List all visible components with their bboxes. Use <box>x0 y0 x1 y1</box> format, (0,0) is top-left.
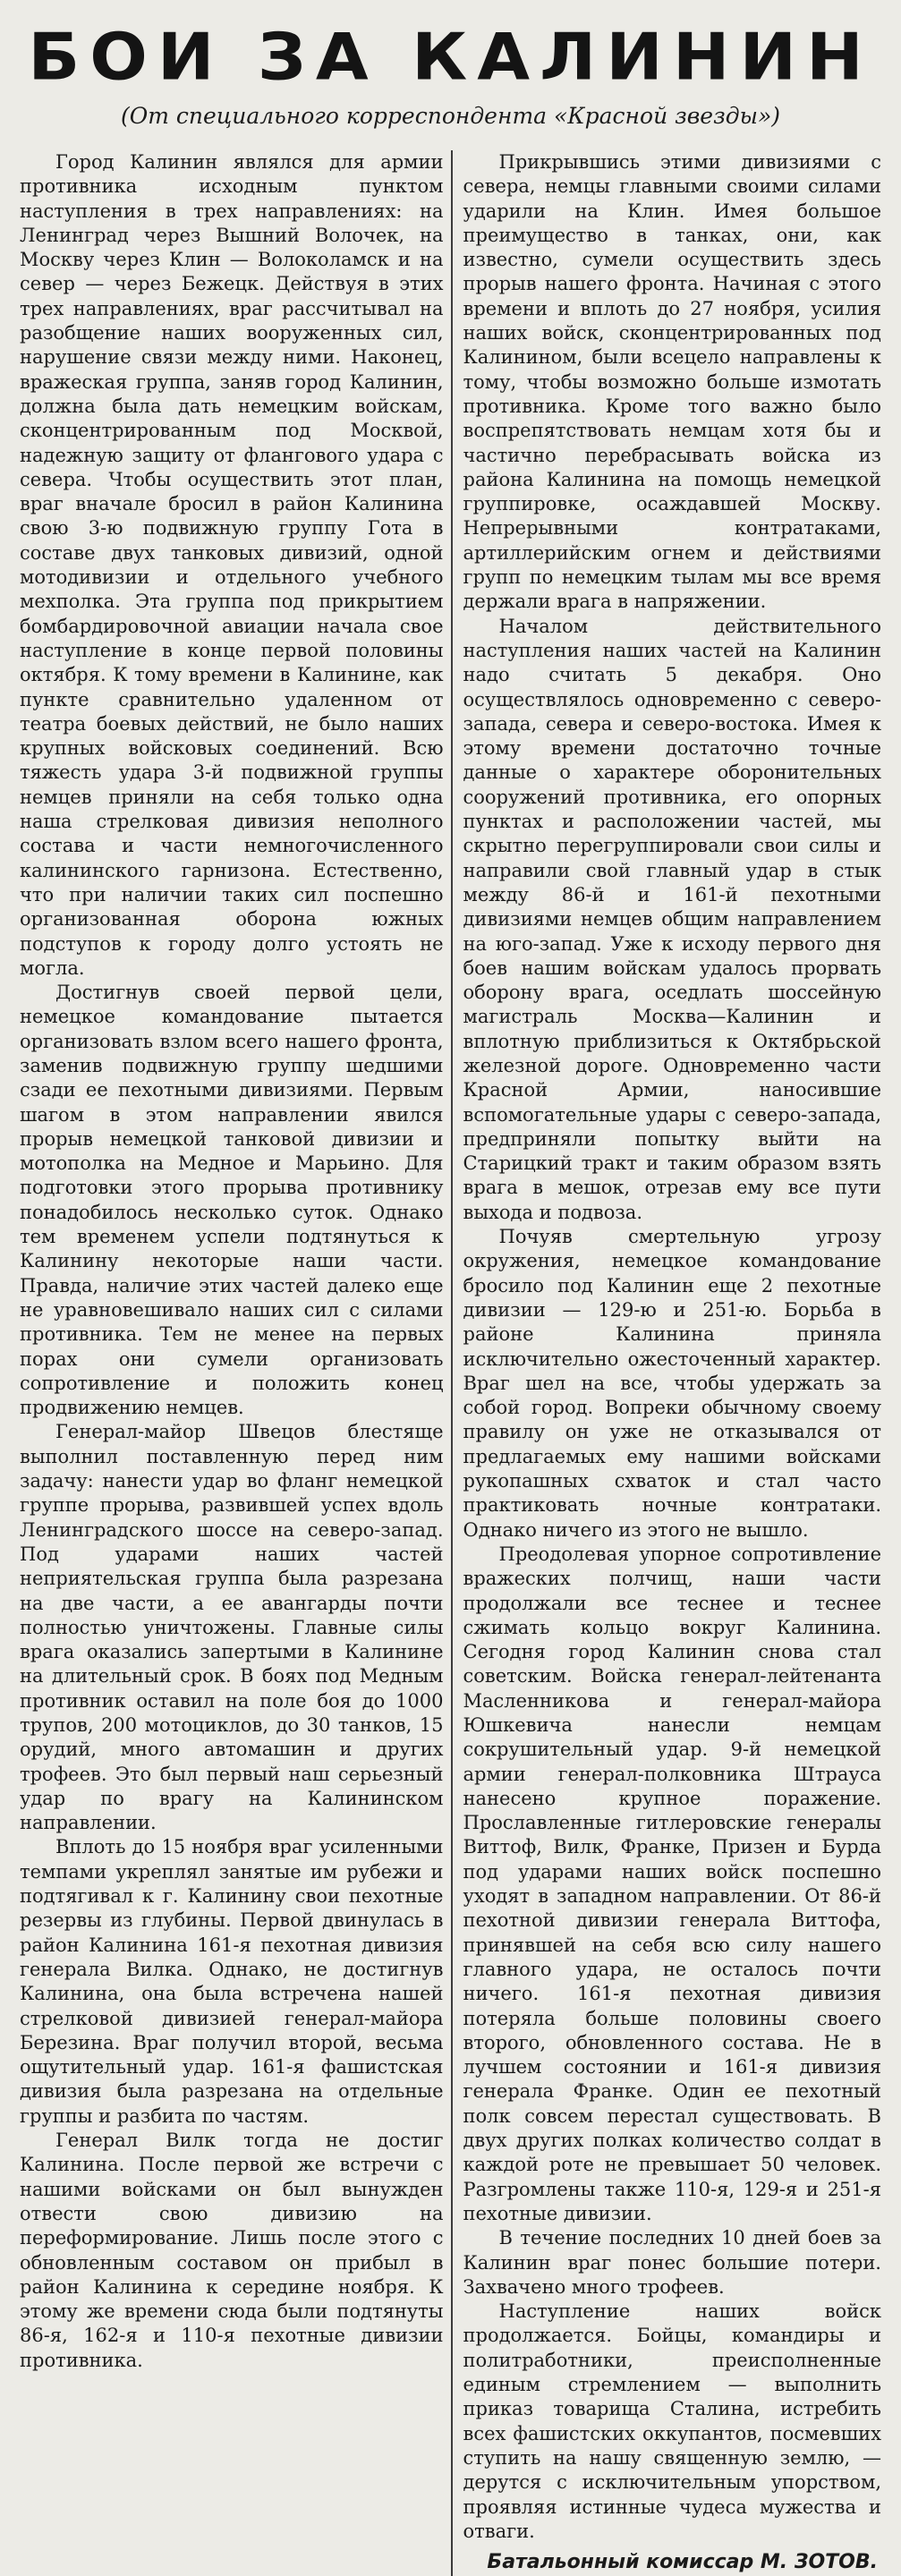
paragraph: Преодолевая упорное сопротивление вражеских полчищ, наши части продолжали все теснее и теснее сжимать кольцо вокруг Калинина. Сегодня город Калинин снова стал советским. Войска генерал-лейтенанта Масленникова и генерал-майора Юшкевича нанесли немцам сокрушительный удар. 9-й немецкой армии генерал-полковника Штрауса нанесено крупное поражение. Прославленные гитлеровские генералы Виттоф, Вилк, Франке, Призен и Бурда под ударами наших войск поспешно уходят в западном направлении. От 86-й пехотной дивизии генерала Виттофа, принявшей на себя всю силу нашего главного удара, не осталось почти ничего. 161-я пехотная дивизия потеряла больше половины своего второго, обновленного состава. Не в лучшем состоянии и 161-я дивизия генерала Франке. Один ее пехотный полк совсем перестал существовать. В двух других полках количество солдат в каждой роте не превышает 50 человек. Разгромлены также 110-я, 129-я и 251-я пехотные дивизии. <box>463 1543 881 2224</box>
right-column <box>451 150 882 2576</box>
author-signature: Батальонный комиссар М. ЗОТОВ. <box>487 2551 878 2574</box>
paragraph: Генерал Вилк тогда не достиг Калинина. После первой же встречи с нашими войсками он был вынужден отвести свою дивизию на переформирование. Лишь после этого с обновленным составом он прибыл в район Калинина к середине ноября. К этому же времени сюда были подтянуты 86-я, 162-я и 110-я пехотные дивизии противника. <box>20 2130 444 2371</box>
paragraph: Почуяв смертельную угрозу окружения, немецкое командование бросило под Калинин еще 2 пехотные дивизии — 129-ю и 251-ю. Борьба в районе Калинина приняла исключительно ожесточенный характер. Враг шел на все, чтобы удержать за собой город. Вопреки обычному своему правилу он уже не отказывался от предлагаемых ему нашими войсками рукопашных схваток и стал часто практиковать ночные контратаки. Однако ничего из этого не вышло. <box>463 1226 881 1541</box>
paragraph: Генерал-майор Швецов блестяще выполнил поставленную перед ним задачу: нанести удар во фланг немецкой группе прорыва, развившей успех вдоль Ленинградского шоссе на северо-запад. Под ударами наших частей неприятельская группа была разрезана на две части, а ее авангарды почти полностью уничтожены. Главные силы врага оказались запертыми в Калинине на длительный срок. В боях под Медным противник оставил на поле боя до 1000 трупов, 200 мотоциклов, до 30 танков, 15 орудий, много автомашин и других трофеев. Это был первый наш серьезный удар по врагу на Калининском направлении. <box>20 1421 444 1834</box>
paragraph: Город Калинин являлся для армии противника исходным пунктом наступления в трех направлениях: на Ленинград через Вышний Волочек, на Москву через Клин — Волоколамск и на север — через Бежецк. Действуя в этих трех направлениях, враг рассчитывал на разобщение наших вооруженных сил, нарушение связи между ними. Наконец, вражеская группа, заняв город Калинин, должна была дать немецким войскам, сконцентрированным под Москвой, надежную защиту от флангового удара с севера. Чтобы осуществить этот план, враг вначале бросил в район Калинина свою 3-ю подвижную группу Гота в составе двух танковых дивизий, одной мотодивизии и отдельного учебного мехполка. Эта группа под прикрытием бомбардировочной авиации начала свое наступление в конце первой половины октября. К тому времени в Калинине, как пункте сравнительно удаленном от театра боевых действий, не было наших крупных войсковых соединений. Всю тяжесть удара 3-й подвижной группы немцев приняли на себя только одна наша стрелковая дивизия неполного состава и части немногочисленного калининского гарнизона. Естественно, что при наличии таких сил поспешно организованная оборона южных подступов к городу долго устоять не могла. <box>20 151 444 979</box>
paragraph: Прикрывшись этими дивизиями с севера, немцы главными своими силами ударили на Клин. Имея большое преимущество в танках, они, как известно, сумели осуществить здесь прорыв нашего фронта. Начиная с этого времени и вплоть до 27 ноября, усилия наших войск, сконцентрированных под Калинином, были всецело направлены к тому, чтобы возможно больше измотать противника. Кроме того важно было воспрепятствовать немцам хотя бы и частично перебрасывать войска из района Калинина на помощь немецкой группировке, осаждавшей Москву. Непрерывными контратаками, артиллерийским огнем и действиями групп по немецким тылам мы все время держали врага в напряжении. <box>463 151 881 613</box>
article-body <box>20 150 881 2576</box>
paragraph: Достигнув своей первой цели, немецкое командование пытается организовать взлом всего нашего фронта, заменив подвижную группу шедшими сзади ее пехотными дивизиями. Первым шагом в этом направлении явился прорыв немецкой танковой дивизии и мотополка на Медное и Марьино. Для подготовки этого прорыва противнику понадобилось несколько суток. Однако тем временем успели подтянуться к Калинину некоторые наши части. Правда, наличие этих частей далеко еще не уравновешивало наших сил с силами противника. Тем не менее на первых порах они сумели организовать сопротивление и положить конец продвижению немцев. <box>20 982 444 1419</box>
paragraph: Началом действительного наступления наших частей на Калинин надо считать 5 декабря. Оно осуществлялось одновременно с северо-запада, севера и северо-востока. Имея к этому времени достаточно точные данные о характере оборонительных сооружений противника, его опорных пунктах и расположении частей, мы скрытно перегруппировали свои силы и направили свой главный удар в стык между 86-й и 161-й пехотными дивизиями немцев общим направлением на юго-запад. Уже к исходу первого дня боев нашим войскам удалось прорвать оборону врага, оседлать шоссейную магистраль Москва—Калинин и вплотную приблизиться к Октябрьской железной дороге. Одновременно части Красной Армии, наносившие вспомогательные удары с северо-запада, предприняли попытку выйти на Старицкий тракт и таким образом взять врага в мешок, отрезав ему все пути выхода и подвоза. <box>463 615 881 1223</box>
paragraph: Вплоть до 15 ноября враг усиленными темпами укреплял занятые им рубежи и подтягивал к г. Калинину свои пехотные резервы из глубины. Первой двинулась в район Калинина 161-я пехотная дивизия генерала Вилка. Однако, не достигнув Калинина, она была встречена нашей стрелковой дивизией генерал-майора Березина. Враг получил второй, весьма ощутительный удар. 161-я фашистская дивизия была разрезана на отдельные группы и разбита по частям. <box>20 1836 444 2127</box>
article-headline: БОИ ЗА КАЛИНИН <box>28 19 873 95</box>
paragraph: В течение последних 10 дней боев за Калинин враг понес большие потери. Захвачено много трофеев. <box>463 2227 881 2298</box>
article-subtitle: (От специального корреспондента «Красной звезды») <box>121 103 780 129</box>
left-column <box>20 150 451 2373</box>
paragraph: Наступление наших войск продолжается. Бойцы, командиры и политработники, преисполненные единым стремлением — выполнить приказ товарища Сталина, истребить всех фашистских оккупантов, посмевших ступить на нашу священную землю, — дерутся с исключительным упорством, проявляя истинные чудеса мужества и отваги. <box>463 2300 881 2542</box>
